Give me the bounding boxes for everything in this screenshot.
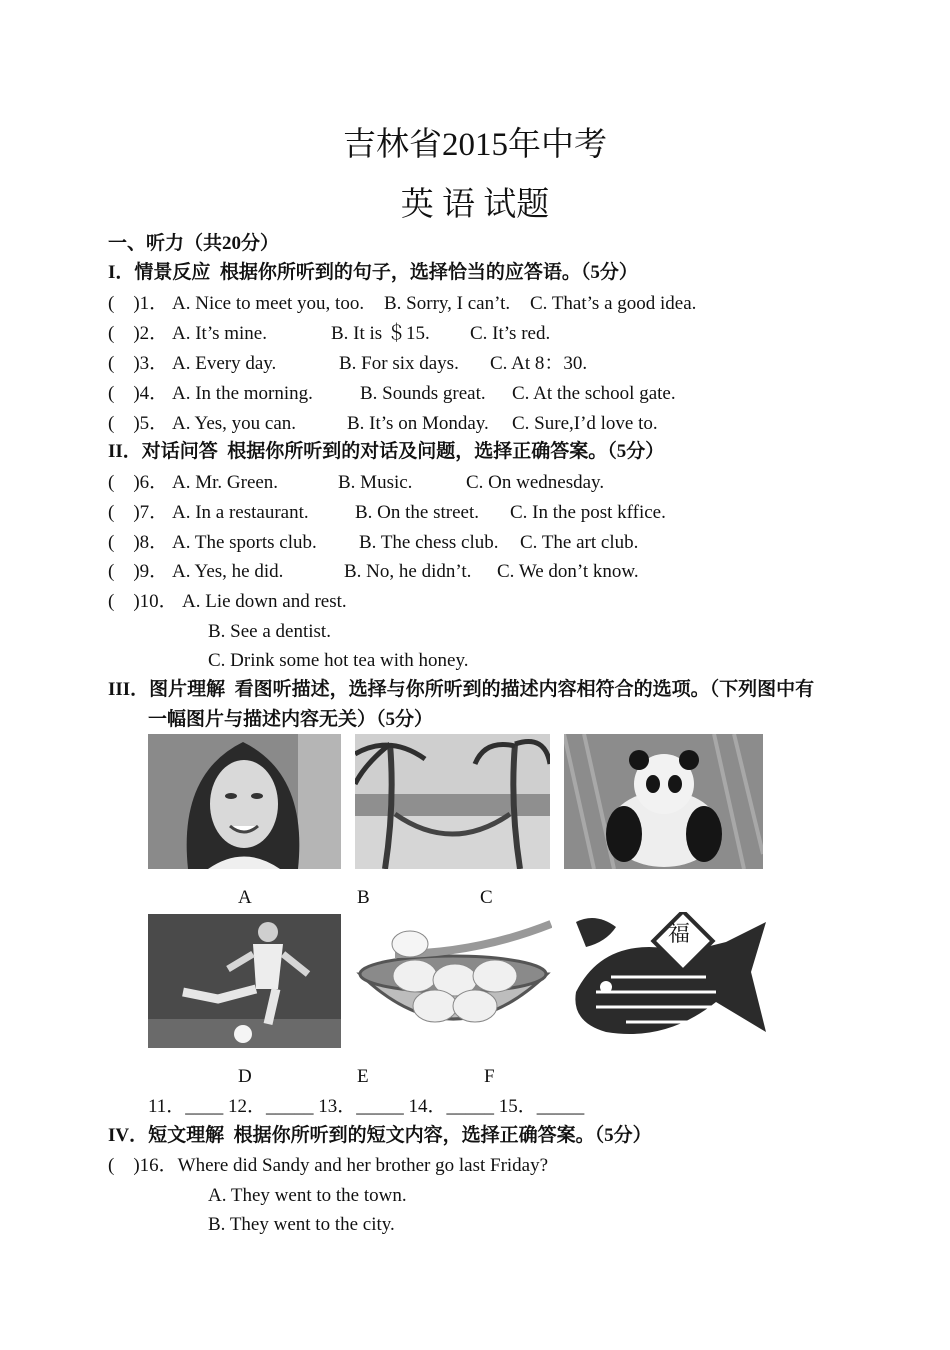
option-c: C. At the school gate.	[512, 383, 676, 404]
option-a: A. Yes, he did.	[172, 561, 284, 582]
panda-image	[564, 734, 763, 869]
question-number: ( )1．	[108, 293, 169, 314]
option-c: C. Drink some hot tea with honey.	[208, 650, 469, 671]
option-a: A. Every day.	[172, 353, 277, 374]
part3-heading-cont: 一幅图片与描述内容无关）（5分）	[148, 709, 434, 730]
question-16: ( )16．Where did Sandy and her brother go last Friday?	[108, 1155, 549, 1176]
option-b: B. It’s on Monday.	[347, 413, 489, 434]
picture-label-d: D	[238, 1066, 252, 1087]
option-c: C. That’s a good idea.	[530, 293, 697, 314]
option-b: B. Music.	[338, 472, 413, 493]
part3-heading: III．图片理解 看图听描述，选择与你所听到的描述内容相符合的选项。（下列图中有	[108, 679, 815, 700]
option-c: C. In the post kffice.	[510, 502, 666, 523]
picture-label-c: C	[480, 887, 493, 908]
question-number: ( )7．	[108, 502, 169, 523]
option-b: B. No, he didn’t.	[344, 561, 472, 582]
fu-character: 福	[668, 921, 691, 946]
option-a: A. Mr. Green.	[172, 472, 279, 493]
option-b: B. Sounds great.	[360, 383, 486, 404]
picture-label-a: A	[238, 887, 252, 908]
option-b: B. On the street.	[355, 502, 480, 523]
option-a: A. Yes, you can.	[172, 413, 297, 434]
question-number: ( )6．	[108, 472, 169, 493]
section-heading-listening: 一、听力（共20分）	[108, 233, 280, 254]
page-title: 吉林省2015年中考	[343, 127, 607, 163]
part4-heading: IV．短文理解 根据你所听到的短文内容，选择正确答案。（5分）	[108, 1125, 652, 1146]
question-number: ( )10．	[108, 591, 178, 612]
soccer-player-image	[148, 914, 341, 1048]
question-number: ( )8．	[108, 532, 169, 553]
part1-heading: I．情景反应 根据你所听到的句子，选择恰当的应答语。（5分）	[108, 262, 638, 283]
option-b: B. See a dentist.	[208, 621, 331, 642]
question-number: ( )3．	[108, 353, 169, 374]
question-number: ( )4．	[108, 383, 169, 404]
picture-label-f: F	[484, 1066, 495, 1087]
option-c: C. On wednesday.	[466, 472, 605, 493]
answer-blanks: 11．____ 12．_____ 13．_____ 14．_____ 15．_____	[148, 1096, 585, 1117]
option-b: B. They went to the city.	[208, 1214, 395, 1235]
page-subtitle: 英 语 试题	[400, 187, 550, 223]
option-c: C. Sure,I’d love to.	[512, 413, 658, 434]
beach-hammock-image	[355, 734, 550, 869]
fish-papercut-image	[566, 912, 766, 1048]
option-a: A. It’s mine.	[172, 323, 267, 344]
question-number: ( )2．	[108, 323, 169, 344]
picture-label-e: E	[357, 1066, 369, 1087]
option-a: A. In the morning.	[172, 383, 313, 404]
option-b: B. The chess club.	[359, 532, 499, 553]
option-a: A. Lie down and rest.	[182, 591, 347, 612]
option-b: B. It is ＄15.	[331, 323, 430, 344]
part2-heading: II．对话问答 根据你所听到的对话及问题，选择正确答案。（5分）	[108, 441, 665, 462]
option-b: B. Sorry, I can’t.	[384, 293, 511, 314]
question-number: ( )5．	[108, 413, 169, 434]
option-c: C. We don’t know.	[497, 561, 639, 582]
option-c: C. It’s red.	[470, 323, 551, 344]
option-c: C. At 8：30.	[490, 353, 588, 374]
option-a: A. They went to the town.	[208, 1185, 407, 1206]
tangyuan-bowl-image	[355, 914, 552, 1048]
option-b: B. For six days.	[339, 353, 459, 374]
option-a: A. In a restaurant.	[172, 502, 309, 523]
question-number: ( )9．	[108, 561, 169, 582]
woman-portrait-image	[148, 734, 341, 869]
option-c: C. The art club.	[520, 532, 639, 553]
option-a: A. The sports club.	[172, 532, 317, 553]
picture-label-b: B	[357, 887, 370, 908]
option-a: A. Nice to meet you, too.	[172, 293, 365, 314]
